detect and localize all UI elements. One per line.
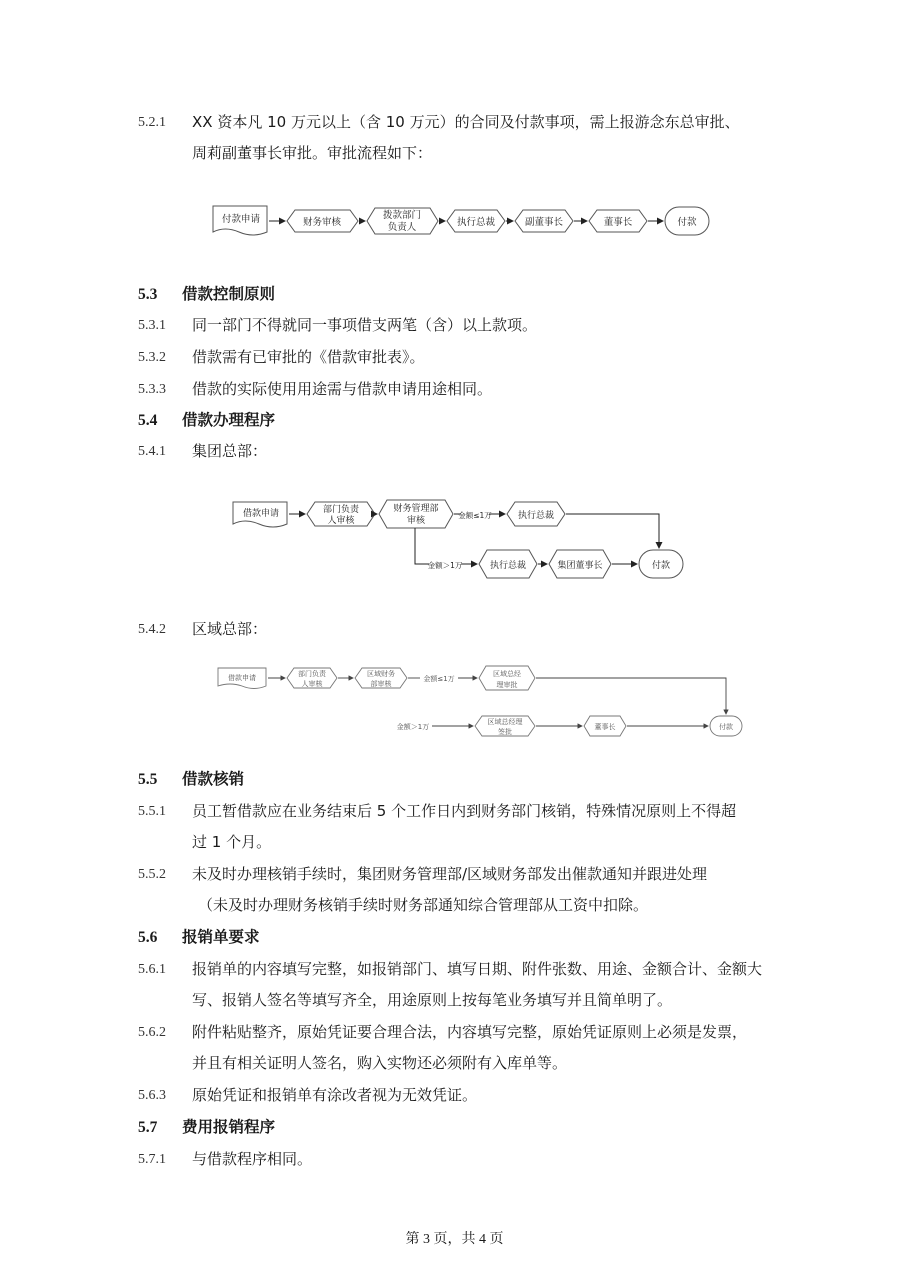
clause-text-line: 同一部门不得就同一事项借支两笔（含）以上款项。 [192,316,538,334]
clause-5-2-1 [138,107,788,169]
flow-node-label: 副董事长 [524,217,564,228]
flow-node-label: 财务管理部 [393,504,439,514]
flow-node-label: 执行总裁 [517,511,555,521]
section-number: 5.4 [138,412,158,429]
section-title: 借款核销 [182,770,245,788]
clause-5-4-2 [138,614,788,645]
clause-number: 5.6.1 [138,962,166,977]
section-title: 费用报销程序 [182,1118,276,1136]
flow-node-label: 财务审核 [302,217,342,228]
flow-node-label: 付款 [719,723,733,731]
section-number: 5.5 [138,771,158,788]
section-title: 借款控制原则 [182,285,276,303]
clause-5-3-3 [138,374,788,405]
clause-number: 5.2.1 [138,115,166,130]
flow-node-label: 部门负责 [322,505,360,515]
clause-number: 5.3.1 [138,318,166,333]
clause-text-line: 区域总部： [192,620,268,638]
clause-text-line: 附件粘贴整齐，原始凭证要合理合法，内容填写完整，原始凭证原则上必须是发票， [192,1023,748,1041]
clause-number: 5.5.1 [138,804,166,819]
clause-number: 5.4.2 [138,622,166,637]
flow-node-label: 借款申请 [242,509,280,519]
flow-node-label: 人审核 [327,516,355,526]
section-heading-5-6 [138,923,260,952]
section-heading-5-3 [138,280,275,309]
payment-approval-flowchart [205,198,725,246]
flow-node-label: 集团董事长 [557,561,603,571]
flow-node-label: 董事长 [603,217,633,228]
clause-5-4-1 [138,436,788,467]
clause-5-7-1 [138,1144,788,1175]
section-title: 报销单要求 [182,928,260,946]
section-heading-5-5 [138,765,244,794]
flow-node-label: 董事长 [594,723,616,731]
clause-number: 5.3.3 [138,382,166,397]
flow-node-label: 区域总经理 [487,718,523,726]
clause-number: 5.7.1 [138,1152,166,1167]
clause-5-6-3 [138,1080,788,1111]
clause-5-3-2 [138,342,788,373]
flow-node-label: 区域总经 [493,670,521,678]
flow-node-label: 负责人 [387,222,417,233]
clause-5-5-1 [138,796,788,858]
clause-number: 5.3.2 [138,350,166,365]
clause-text-line: 写、报销人签名等填写齐全，用途原则上按每笔业务填写并且简单明了。 [192,991,673,1009]
clause-text-line: 过 1 个月。 [192,833,272,851]
flow-node-label: 付款申请 [221,214,261,225]
clause-number: 5.6.2 [138,1025,166,1040]
section-number: 5.7 [138,1119,158,1136]
section-heading-5-4 [138,406,275,435]
section-number: 5.6 [138,929,158,946]
flow-condition-label: 金额≤1万 [423,675,455,683]
clause-text-line: 周莉副董事长审批。审批流程如下： [192,144,433,162]
clause-5-6-1 [138,954,788,1016]
flow-node-label: 部门负责 [298,670,326,678]
clause-text-line: 报销单的内容填写完整，如报销部门、填写日期、附件张数、用途、金额合计、金额大 [192,960,763,978]
clause-text-line: 集团总部： [192,442,268,460]
flow-condition-label: 金额＞1万 [427,561,463,570]
clause-text-line: 借款的实际使用用途需与借款申请用途相同。 [192,380,493,398]
clause-text-line: （未及时办理财务核销手续时财务部通知综合管理部从工资中扣除。 [198,896,649,914]
clause-number: 5.5.2 [138,867,166,882]
flow-node-label: 拨款部门 [382,210,422,221]
clause-text-line: 未及时办理核销手续时，集团财务管理部/区域财务部发出催款通知并跟进处理 [192,865,708,883]
clause-text-line: 与借款程序相同。 [192,1150,313,1168]
clause-text-line: 员工暂借款应在业务结束后 5 个工作日内到财务部门核销，特殊情况原则上不得超 [192,802,737,820]
clause-number: 5.6.3 [138,1088,166,1103]
flow-node-label: 区域财务 [367,670,395,678]
flow-node-label: 理审批 [496,681,518,689]
clause-text-line: 并且有相关证明人签名，购入实物还必须附有入库单等。 [192,1054,568,1072]
clause-number: 5.4.1 [138,444,166,459]
flow-node-label: 审核 [406,516,426,526]
page-footer: 第 3 页，共 4 页 [405,1232,504,1247]
clause-5-3-1 [138,310,788,341]
flow-node-label: 执行总裁 [456,217,496,228]
flow-node-label: 签批 [498,728,512,736]
regional-hq-loan-flowchart [210,660,750,744]
flow-node-label: 人审核 [301,680,323,688]
section-title: 借款办理程序 [182,411,276,429]
section-heading-5-7 [138,1113,275,1142]
clause-5-5-2 [138,859,788,921]
group-hq-loan-flowchart [225,490,685,586]
flow-node-label: 部审核 [370,680,392,688]
flow-node-label: 借款申请 [228,674,256,682]
flow-node-label: 付款 [651,561,671,571]
clause-text-line: 借款需有已审批的《借款审批表》。 [192,348,425,366]
flow-condition-label: 金额≤1万 [458,511,492,520]
flow-condition-label: 金额＞1万 [396,723,430,731]
flow-node-label: 付款 [677,217,697,228]
clause-text-line: XX 资本凡 10 万元以上（含 10 万元）的合同及付款事项，需上报游念东总审批、 [192,113,740,131]
clause-5-6-2 [138,1017,788,1079]
clause-text-line: 原始凭证和报销单有涂改者视为无效凭证。 [192,1086,478,1104]
section-number: 5.3 [138,286,158,303]
flow-node-label: 执行总裁 [489,561,527,571]
